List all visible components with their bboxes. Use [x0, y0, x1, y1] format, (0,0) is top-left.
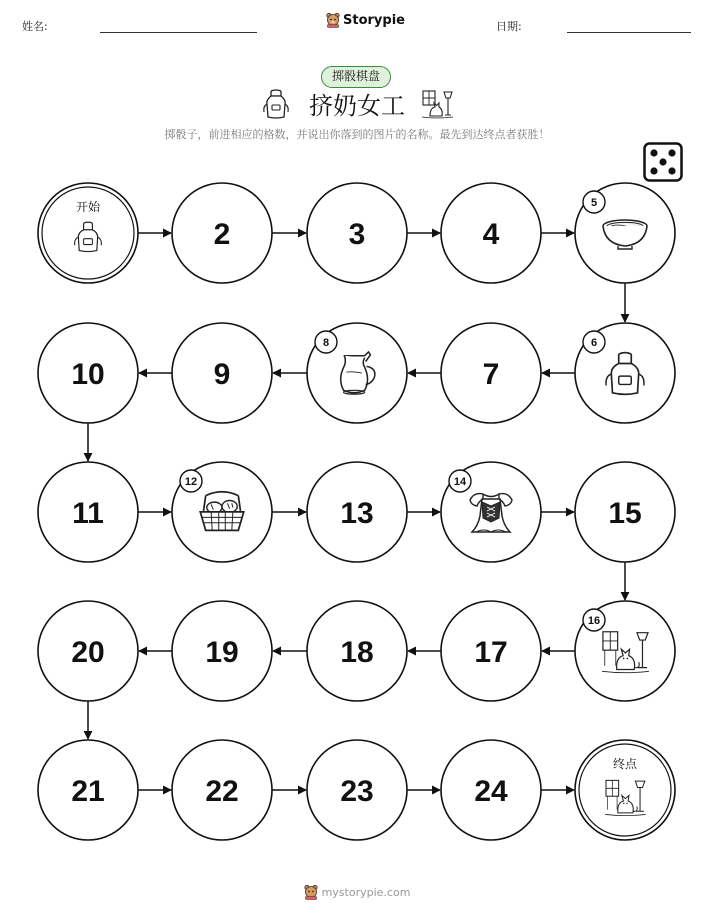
- space-number: 11: [72, 497, 104, 530]
- board-space-13[interactable]: [307, 462, 407, 562]
- space-number: 2: [213, 218, 231, 251]
- board-space-16[interactable]: [575, 601, 675, 701]
- space-number: 6: [590, 337, 598, 349]
- space-number: 20: [71, 636, 105, 669]
- finish-label: 终点: [612, 757, 638, 771]
- space-number: 13: [340, 497, 374, 530]
- space-number: 21: [71, 775, 105, 808]
- board-space-24[interactable]: [441, 740, 541, 840]
- board-space-19[interactable]: [172, 601, 272, 701]
- space-number: 18: [340, 636, 374, 669]
- space-number: 5: [590, 197, 598, 209]
- board-space-5[interactable]: [575, 183, 675, 283]
- space-number: 12: [184, 476, 198, 488]
- space-number: 10: [71, 358, 105, 391]
- board-space-12[interactable]: [172, 462, 272, 562]
- footer: [0, 884, 714, 900]
- board-space-6[interactable]: [575, 323, 675, 423]
- game-instructions: 掷骰子，前进相应的格数，并说出你落到的图片的名称。最先到达终点者获胜！: [164, 128, 550, 141]
- space-number: 17: [474, 636, 508, 669]
- space-number: 24: [474, 775, 508, 808]
- board-space-8[interactable]: [307, 323, 407, 423]
- board-space-15[interactable]: [575, 462, 675, 562]
- space-number: 8: [322, 337, 330, 349]
- board-space-10[interactable]: [38, 323, 138, 423]
- board-space-4[interactable]: [441, 183, 541, 283]
- game-type-badge: 掷骰棋盘: [321, 66, 391, 88]
- space-number: 16: [587, 615, 601, 627]
- board-space-14[interactable]: [441, 462, 541, 562]
- space-circle: [575, 740, 675, 840]
- space-number: 22: [205, 775, 239, 808]
- board-space-22[interactable]: [172, 740, 272, 840]
- board-space-7[interactable]: [441, 323, 541, 423]
- board-space-9[interactable]: [172, 323, 272, 423]
- space-number: 14: [453, 476, 467, 488]
- space-number: 7: [482, 358, 500, 391]
- board-space-11[interactable]: [38, 462, 138, 562]
- board-space-2[interactable]: [172, 183, 272, 283]
- space-number: 15: [608, 497, 642, 530]
- board-space-23[interactable]: [307, 740, 407, 840]
- board-space-20[interactable]: [38, 601, 138, 701]
- space-number: 9: [213, 358, 231, 391]
- brand-name: Storypie: [343, 12, 405, 28]
- start-label: 开始: [75, 200, 101, 214]
- date-label: 日期:: [496, 20, 522, 33]
- footer-site[interactable]: mystorypie.com: [321, 885, 411, 899]
- board-space-18[interactable]: [307, 601, 407, 701]
- board-space-1[interactable]: [38, 183, 138, 283]
- board-space-25[interactable]: [575, 740, 675, 840]
- name-label: 姓名:: [22, 20, 48, 33]
- board-space-17[interactable]: [441, 601, 541, 701]
- board-space-3[interactable]: [307, 183, 407, 283]
- space-number: 3: [348, 218, 366, 251]
- board-space-21[interactable]: [38, 740, 138, 840]
- space-number: 19: [205, 636, 239, 669]
- footer-bear-icon: [304, 884, 318, 900]
- space-number: 4: [482, 218, 500, 251]
- game-title: 挤奶女工: [309, 92, 405, 120]
- space-number: 23: [340, 775, 374, 808]
